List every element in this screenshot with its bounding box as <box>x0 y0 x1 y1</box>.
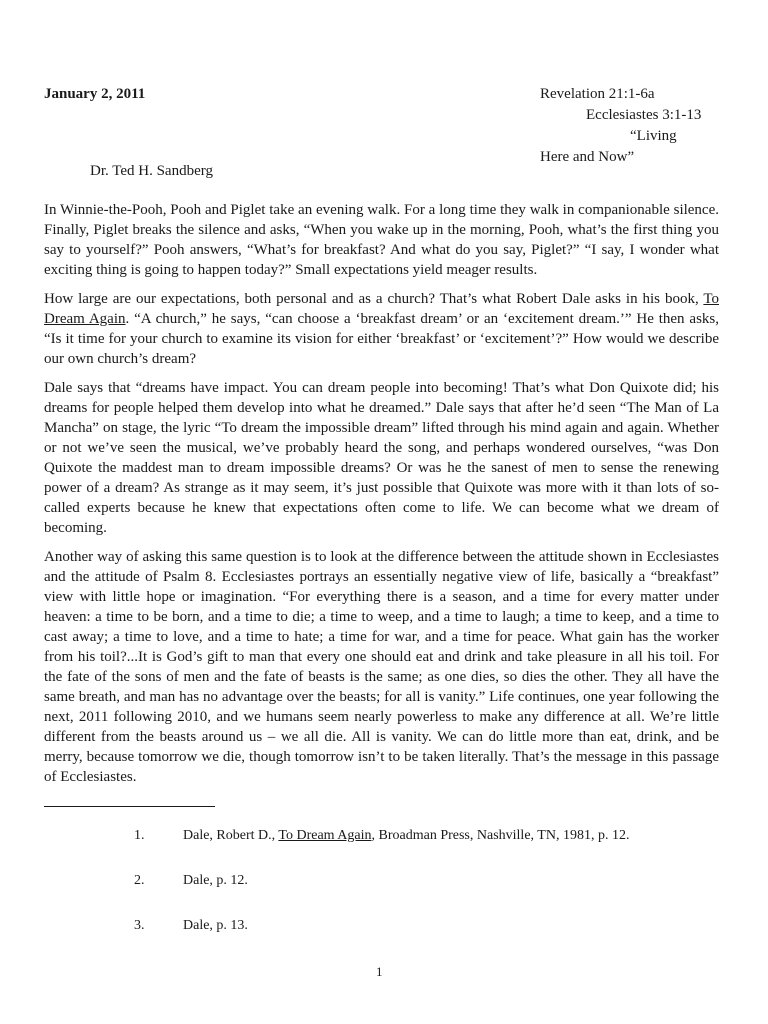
book-title: To Dream Again <box>44 291 719 327</box>
footnote-publisher: , Broadman Press, Nashville, TN, 1981, p. 12. <box>371 828 630 843</box>
footnote-3 <box>134 916 694 936</box>
sermon-title-line-2: Here and Now” <box>540 149 635 165</box>
footnote-2 <box>134 871 694 891</box>
paragraph-2-text-end: . “A church,” he says, “can choose a ‘breakfast dream’ or an ‘excitement dream.’” He then asks, “Is it time for your church to examine its vision for either ‘breakfast’ or ‘excitement’?” How would we describe our own church’s dream? <box>44 311 720 367</box>
sermon-body <box>44 200 719 796</box>
author-name: Dr. Ted H. Sandberg <box>90 163 213 179</box>
scripture-reference-2: Ecclesiastes 3:1-13 <box>586 107 702 123</box>
footnote-divider <box>44 806 215 807</box>
footnote-text: Dale, p. 12. <box>183 873 248 888</box>
footnote-book-title: To Dream Again <box>278 828 372 843</box>
paragraph-2 <box>44 289 719 369</box>
scripture-reference-1: Revelation 21:1-6a <box>540 86 655 102</box>
footnote-number: 3. <box>134 918 145 933</box>
footnote-number: 2. <box>134 873 145 888</box>
footnote-text <box>183 826 629 846</box>
paragraph-2-text-start: How large are our expectations, both personal and as a church? That’s what Robert Dale asks in his book, <box>44 291 704 307</box>
footnote-1 <box>134 826 694 846</box>
paragraph-4: Another way of asking this same question is to look at the difference between the attitude shown in Ecclesiastes and the attitude of Psalm 8. Ecclesiastes portrays an essentially negative view of life, basically a “breakfast” view with little hope or imagination. “For everything there is a season, and a time for every matter under heaven: a time to be born, and a time to die; a time to weep, and a time to laugh; a time to keep, and a time to cast away; a time to love, and a time to hate; a time for war, and a time for peace. What gain has the worker from his toil?...It is God’s gift to man that every one should eat and drink and take pleasure in all his toil. For the fate of the sons of men and the fate of beasts is the same; as one dies, so dies the other. They all have the same breath, and man has no advantage over the beasts; for all is vanity.” Life continues, one year following the next, 2011 following 2010, and we humans seem nearly powerless to make any difference at all. We’re little different from the beasts around us – we all die. All is vanity. We can do little more than eat, drink, and be merry, because tomorrow we die, though tomorrow isn’t to be taken literally. That’s the message in this passage of Ecclesiastes. <box>44 549 719 785</box>
scripture-references <box>540 84 730 168</box>
sermon-date: January 2, 2011 <box>44 86 146 102</box>
footnote-citation: Dale, Robert D., <box>183 828 279 843</box>
footnote-text: Dale, p. 13. <box>183 918 248 933</box>
page-number: 1 <box>376 964 383 979</box>
sermon-title-line-1: “Living <box>630 128 677 144</box>
paragraph-3: Dale says that “dreams have impact. You can dream people into becoming! That’s what Don Quixote did; his dreams for people helped them develop into what he dreamed.” Dale says that after he’d seen “The Man of La Mancha” on stage, the lyric “To dream the impossible dream” lifted through his mind again and again. Whether or not we’ve seen the musical, we’ve probably heard the song, and perhaps wondered ourselves, “was Don Quixote the maddest man to dream impossible dreams? Or was he the sanest of men to sense the renewing power of a dream? As strange as it may seem, it’s just possible that Quixote was more with it than lots of so-called experts because he knew that expectations often come to life. We can become what we dream of becoming. <box>44 380 719 536</box>
footnotes <box>134 826 694 961</box>
footnote-number: 1. <box>134 828 145 843</box>
paragraph-1: In Winnie-the-Pooh, Pooh and Piglet take an evening walk. For a long time they walk in companionable silence. Finally, Piglet breaks the silence and asks, “When you wake up in the morning, Pooh, what’s the first thing you say to yourself?” Pooh answers, “What’s for breakfast? And what do you say, Piglet?” “I say, I wonder what exciting thing is going to happen today?” Small expectations yield meager results. <box>44 202 719 278</box>
